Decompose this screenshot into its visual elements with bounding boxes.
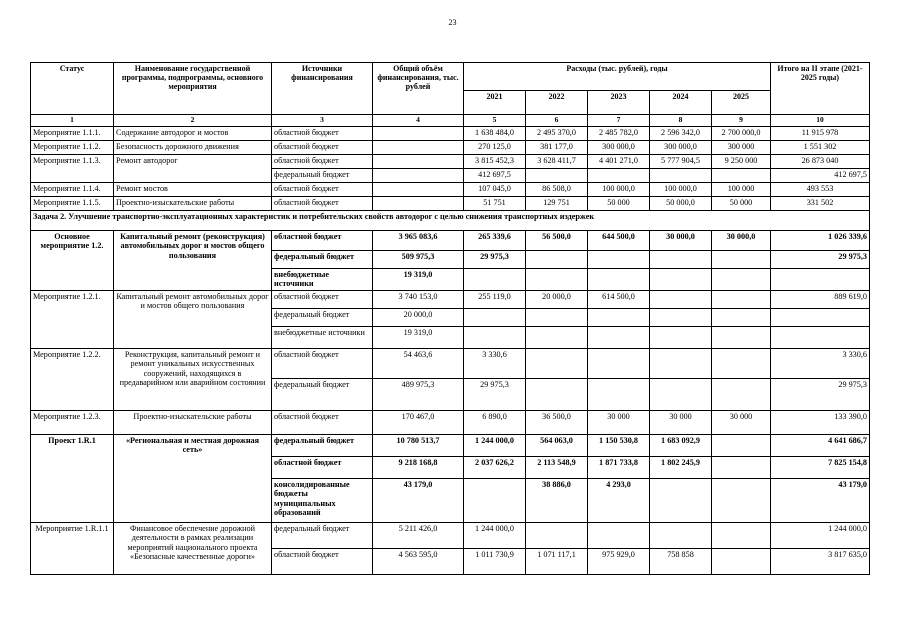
cell-2022	[526, 269, 588, 291]
cell-2023: 50 000	[588, 197, 650, 211]
cell-2021: 265 339,6	[464, 231, 526, 251]
cell-2021: 29 975,3	[464, 379, 526, 411]
col-index: 6	[526, 115, 588, 127]
cell-total: 43 179,0	[373, 479, 464, 523]
header-year-2021: 2021	[464, 91, 526, 115]
cell-2023: 100 000,0	[588, 183, 650, 197]
cell-stage: 889 619,0	[771, 291, 870, 309]
cell-stage	[771, 309, 870, 327]
cell-2021: 270 125,0	[464, 141, 526, 155]
cell-2022	[526, 251, 588, 269]
cell-2024: 1 802 245,9	[650, 457, 712, 479]
budget-table	[30, 62, 870, 575]
cell-stage	[771, 327, 870, 349]
cell-source: областной бюджет	[272, 141, 373, 155]
cell-total: 489 975,3	[373, 379, 464, 411]
header-total: Общий объём финансирования, тыс. рублей	[373, 63, 464, 115]
cell-2022: 381 177,0	[526, 141, 588, 155]
cell-2025	[712, 379, 771, 411]
col-index: 7	[588, 115, 650, 127]
cell-2025	[712, 435, 771, 457]
cell-stage: 29 975,3	[771, 251, 870, 269]
cell-2023: 975 929,0	[588, 549, 650, 575]
table-row	[31, 197, 870, 211]
cell-total: 5 211 426,0	[373, 523, 464, 549]
header-expenses: Расходы (тыс. рублей), годы	[464, 63, 771, 91]
cell-2021: 29 975,3	[464, 251, 526, 269]
cell-stage: 412 697,5	[771, 169, 870, 183]
cell-2021	[464, 269, 526, 291]
col-index: 1	[31, 115, 114, 127]
cell-2022	[526, 327, 588, 349]
cell-2025	[712, 291, 771, 309]
cell-total: 19 319,0	[373, 269, 464, 291]
cell-2021	[464, 309, 526, 327]
cell-2025	[712, 349, 771, 379]
cell-total: 509 975,3	[373, 251, 464, 269]
cell-status: Мероприятие 1.1.4.	[31, 183, 114, 197]
cell-2024: 1 683 092,9	[650, 435, 712, 457]
page-number: 23	[448, 18, 457, 27]
header-year-2023: 2023	[588, 91, 650, 115]
cell-name: Реконструкция, капитальный ремонт и ремонт уникальных искусственных сооружений, находящихся в предаварийном или аварийном состоянии	[114, 349, 272, 411]
cell-stage: 1 551 302	[771, 141, 870, 155]
cell-2021: 1 638 484,0	[464, 127, 526, 141]
cell-2023: 300 000,0	[588, 141, 650, 155]
cell-name: Капитальный ремонт (реконструкция) автомобильных дорог и мостов общего пользования	[114, 231, 272, 291]
cell-2022: 564 063,0	[526, 435, 588, 457]
cell-source: федеральный бюджет	[272, 379, 373, 411]
cell-total	[373, 197, 464, 211]
cell-source: консолидированные бюджеты муниципальных образований	[272, 479, 373, 523]
cell-status: Мероприятие 1.1.1.	[31, 127, 114, 141]
table-row	[31, 211, 870, 231]
cell-source: областной бюджет	[272, 349, 373, 379]
cell-2022: 38 886,0	[526, 479, 588, 523]
col-index: 2	[114, 115, 272, 127]
cell-total	[373, 155, 464, 169]
cell-stage: 1 244 000,0	[771, 523, 870, 549]
cell-2021: 412 697,5	[464, 169, 526, 183]
col-index: 10	[771, 115, 870, 127]
header-stage-total: Итого на II этапе (2021-2025 годы)	[771, 63, 870, 115]
cell-2023: 4 401 271,0	[588, 155, 650, 169]
cell-2022: 3 628 411,7	[526, 155, 588, 169]
cell-2023	[588, 379, 650, 411]
cell-2024: 100 000,0	[650, 183, 712, 197]
cell-2022: 36 500,0	[526, 411, 588, 435]
cell-status: Мероприятие 1.2.2.	[31, 349, 114, 411]
col-index: 3	[272, 115, 373, 127]
table-row	[31, 155, 870, 169]
cell-status: Мероприятие 1.1.3.	[31, 155, 114, 183]
table-row	[31, 127, 870, 141]
cell-stage: 133 390,0	[771, 411, 870, 435]
cell-2025	[712, 479, 771, 523]
cell-2025	[712, 549, 771, 575]
cell-2022: 20 000,0	[526, 291, 588, 309]
header-year-2024: 2024	[650, 91, 712, 115]
cell-2025: 30 000	[712, 411, 771, 435]
cell-2025	[712, 269, 771, 291]
cell-total: 4 563 595,0	[373, 549, 464, 575]
cell-2025: 30 000,0	[712, 231, 771, 251]
cell-2025: 300 000	[712, 141, 771, 155]
cell-2021: 107 045,0	[464, 183, 526, 197]
cell-total	[373, 127, 464, 141]
cell-source: федеральный бюджет	[272, 251, 373, 269]
cell-2024	[650, 327, 712, 349]
cell-total: 20 000,0	[373, 309, 464, 327]
cell-2023	[588, 251, 650, 269]
cell-name: «Региональная и местная дорожная сеть»	[114, 435, 272, 523]
cell-stage: 3 817 635,0	[771, 549, 870, 575]
cell-2024	[650, 523, 712, 549]
col-index: 8	[650, 115, 712, 127]
cell-2021: 51 751	[464, 197, 526, 211]
cell-2024: 30 000,0	[650, 231, 712, 251]
cell-status: Мероприятие 1.2.1.	[31, 291, 114, 349]
cell-2024	[650, 479, 712, 523]
cell-2025: 9 250 000	[712, 155, 771, 169]
cell-2022: 56 500,0	[526, 231, 588, 251]
cell-status: Проект 1.R.1	[31, 435, 114, 523]
cell-2024	[650, 309, 712, 327]
cell-2021: 1 011 730,9	[464, 549, 526, 575]
cell-status: Мероприятие 1.1.5.	[31, 197, 114, 211]
cell-2025: 100 000	[712, 183, 771, 197]
cell-total: 9 218 168,8	[373, 457, 464, 479]
cell-2025: 2 700 000,0	[712, 127, 771, 141]
cell-total: 3 740 153,0	[373, 291, 464, 309]
cell-2021: 1 244 000,0	[464, 435, 526, 457]
cell-source: федеральный бюджет	[272, 435, 373, 457]
cell-stage: 7 825 154,8	[771, 457, 870, 479]
cell-2024: 30 000	[650, 411, 712, 435]
cell-2022: 2 495 370,0	[526, 127, 588, 141]
cell-total	[373, 141, 464, 155]
cell-name: Проектно-изыскательские работы	[114, 411, 272, 435]
cell-2023	[588, 269, 650, 291]
cell-2023: 1 150 530,8	[588, 435, 650, 457]
cell-source: областной бюджет	[272, 155, 373, 169]
cell-status: Мероприятие 1.1.2.	[31, 141, 114, 155]
cell-2022	[526, 523, 588, 549]
cell-status: Основное мероприятие 1.2.	[31, 231, 114, 291]
task-heading: Задача 2. Улучшение транспортно-эксплуатационных характеристик и потребительских свойств автодорог с целью снижения транспортных издержек	[31, 211, 870, 231]
cell-2023	[588, 327, 650, 349]
cell-stage: 26 873 040	[771, 155, 870, 169]
cell-2021: 255 119,0	[464, 291, 526, 309]
cell-2025	[712, 309, 771, 327]
cell-source: областной бюджет	[272, 183, 373, 197]
cell-2025	[712, 327, 771, 349]
table-row	[31, 435, 870, 457]
cell-source: областной бюджет	[272, 549, 373, 575]
cell-2023	[588, 523, 650, 549]
cell-2024: 5 777 904,5	[650, 155, 712, 169]
cell-name: Финансовое обеспечение дорожной деятельности в рамках реализации мероприятий национального проекта «Безопасные качественные дороги»	[114, 523, 272, 575]
cell-stage: 493 553	[771, 183, 870, 197]
cell-2021: 3 330,6	[464, 349, 526, 379]
cell-stage: 4 641 686,7	[771, 435, 870, 457]
cell-2023: 30 000	[588, 411, 650, 435]
cell-source: федеральный бюджет	[272, 523, 373, 549]
cell-stage: 43 179,0	[771, 479, 870, 523]
cell-2025: 50 000	[712, 197, 771, 211]
cell-2023: 1 871 733,8	[588, 457, 650, 479]
cell-2022	[526, 379, 588, 411]
col-index: 5	[464, 115, 526, 127]
cell-2023: 4 293,0	[588, 479, 650, 523]
cell-2022: 1 071 117,1	[526, 549, 588, 575]
cell-name: Ремонт автодорог	[114, 155, 272, 183]
cell-source: областной бюджет	[272, 291, 373, 309]
table-row	[31, 183, 870, 197]
cell-2023	[588, 309, 650, 327]
cell-source: областной бюджет	[272, 197, 373, 211]
header-name: Наименование государственной программы, подпрограммы, основного мероприятия	[114, 63, 272, 115]
table-row	[31, 231, 870, 251]
header-year-2025: 2025	[712, 91, 771, 115]
cell-stage: 331 502	[771, 197, 870, 211]
table-row	[31, 349, 870, 379]
cell-source: внебюджетные источники	[272, 327, 373, 349]
table-row	[31, 523, 870, 549]
cell-2022	[526, 349, 588, 379]
cell-2023: 644 500,0	[588, 231, 650, 251]
cell-2024	[650, 291, 712, 309]
cell-2025	[712, 169, 771, 183]
cell-stage: 3 330,6	[771, 349, 870, 379]
cell-source: внебюджетные источники	[272, 269, 373, 291]
cell-2022: 2 113 548,9	[526, 457, 588, 479]
cell-source: областной бюджет	[272, 411, 373, 435]
cell-2024: 758 858	[650, 549, 712, 575]
col-index: 4	[373, 115, 464, 127]
cell-2024	[650, 169, 712, 183]
cell-2021	[464, 327, 526, 349]
cell-2021: 1 244 000,0	[464, 523, 526, 549]
cell-2021: 3 815 452,3	[464, 155, 526, 169]
cell-source: областной бюджет	[272, 127, 373, 141]
cell-total: 10 780 513,7	[373, 435, 464, 457]
cell-2024	[650, 379, 712, 411]
cell-2023: 2 485 782,0	[588, 127, 650, 141]
cell-total: 19 319,0	[373, 327, 464, 349]
cell-source: федеральный бюджет	[272, 169, 373, 183]
cell-stage: 11 915 978	[771, 127, 870, 141]
cell-stage: 29 975,3	[771, 379, 870, 411]
cell-stage	[771, 269, 870, 291]
cell-total: 54 463,6	[373, 349, 464, 379]
cell-2024	[650, 349, 712, 379]
cell-2021: 2 037 626,2	[464, 457, 526, 479]
cell-status: Мероприятие 1.2.3.	[31, 411, 114, 435]
cell-2021	[464, 479, 526, 523]
cell-2022	[526, 169, 588, 183]
cell-2024: 2 596 342,0	[650, 127, 712, 141]
cell-name: Содержание автодорог и мостов	[114, 127, 272, 141]
table-row	[31, 141, 870, 155]
cell-2025	[712, 523, 771, 549]
cell-source: федеральный бюджет	[272, 309, 373, 327]
header-status: Статус	[31, 63, 114, 115]
col-index: 9	[712, 115, 771, 127]
table-row	[31, 411, 870, 435]
cell-2024: 300 000,0	[650, 141, 712, 155]
cell-2024	[650, 251, 712, 269]
cell-2023: 614 500,0	[588, 291, 650, 309]
cell-2024	[650, 269, 712, 291]
cell-total	[373, 169, 464, 183]
cell-2022	[526, 309, 588, 327]
cell-total: 170 467,0	[373, 411, 464, 435]
header-sources: Источники финансирования	[272, 63, 373, 115]
cell-status: Мероприятие 1.R.1.1	[31, 523, 114, 575]
cell-total: 3 965 083,6	[373, 231, 464, 251]
cell-2025	[712, 251, 771, 269]
table-row	[31, 291, 870, 309]
cell-name: Ремонт мостов	[114, 183, 272, 197]
cell-name: Капитальный ремонт автомобильных дорог и мостов общего пользования	[114, 291, 272, 349]
cell-name: Безопасность дорожного движения	[114, 141, 272, 155]
cell-total	[373, 183, 464, 197]
cell-2025	[712, 457, 771, 479]
cell-2021: 6 890,0	[464, 411, 526, 435]
cell-name: Проектно-изыскательские работы	[114, 197, 272, 211]
cell-2022: 86 508,0	[526, 183, 588, 197]
cell-source: областной бюджет	[272, 457, 373, 479]
cell-2023	[588, 169, 650, 183]
cell-stage: 1 026 339,6	[771, 231, 870, 251]
cell-source: областной бюджет	[272, 231, 373, 251]
cell-2024: 50 000,0	[650, 197, 712, 211]
cell-2022: 129 751	[526, 197, 588, 211]
header-year-2022: 2022	[526, 91, 588, 115]
cell-2023	[588, 349, 650, 379]
